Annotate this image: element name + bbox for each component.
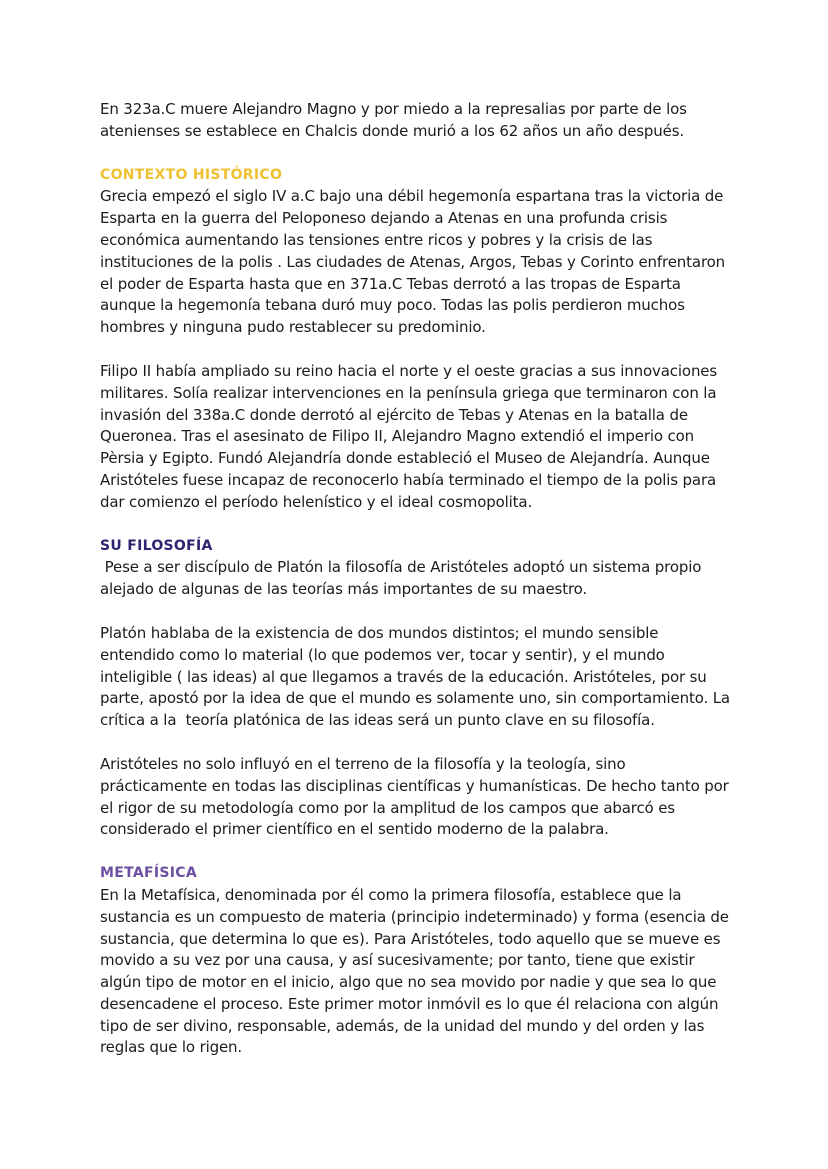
intro-paragraph: En 323a.C muere Alejandro Magno y por miedo a la represalias por parte de los atenienses se establece en Chalcis donde murió a los 62 años un año después. bbox=[100, 100, 687, 140]
contexto-paragraph-1: Grecia empezó el siglo IV a.C bajo una débil hegemonía espartana tras la victoria de Esparta en la guerra del Peloponeso dejando a Atenas en una profunda crisis económica aumentando las tensiones entre ricos y pobres y la crisis de las instituciones de la polis . Las ciudades de Atenas, Argos, Tebas y Corinto enfrentaron el poder de Esparta hasta que en 371a.C Tebas derrotó a las tropas de Esparta aunque la hegemonía tebana duró muy poco. Todas las polis perdieron muchos hombres y ninguna pudo restablecer su predominio. bbox=[100, 187, 726, 337]
document-page bbox=[100, 99, 735, 1059]
spacer bbox=[100, 514, 732, 536]
spacer bbox=[100, 143, 732, 165]
heading-contexto-historico: CONTEXTO HISTÓRICO bbox=[100, 166, 283, 183]
heading-metafisica: METAFÍSICA bbox=[100, 865, 197, 882]
spacer bbox=[100, 841, 732, 863]
spacer bbox=[100, 601, 732, 623]
filosofia-paragraph-2: Platón hablaba de la existencia de dos mundos distintos; el mundo sensible entendido como lo material (lo que podemos ver, tocar y sentir), y el mundo inteligible ( las ideas) al que llegamos a través de la educación. Aristóteles, por su parte, apostó por la idea de que el mundo es solamente uno, sin comportamiento. La crítica a la teoría platónica de las ideas será un punto clave en su filosofía. bbox=[100, 623, 735, 730]
heading-su-filosofia: SU FILOSOFÍA bbox=[100, 537, 213, 554]
contexto-paragraph-2: Filipo II había ampliado su reino hacia el norte y el oeste gracias a sus innovaciones militares. Solía realizar intervenciones en la península griega que terminaron con la invasión del 338a.C donde derrotó al ejército de Tebas y Atenas en la batalla de Queronea. Tras el asesinato de Filipo II, Alejandro Magno extendió el imperio con Pèrsia y Egipto. Fundó Alejandría donde estableció el Museo de Alejandría. Aunque Aristóteles fuese incapaz de reconocerlo había terminado el tiempo de la polis para dar comienzo el período helenístico y el ideal cosmopolita. bbox=[100, 361, 718, 511]
spacer bbox=[100, 732, 732, 754]
metafisica-paragraph-1: En la Metafísica, denominada por él como la primera filosofía, establece que la sustancia es un compuesto de materia (principio indeterminado) y forma (esencia de sustancia, que determina lo que es). Para Aristóteles, todo aquello que se mueve es movido a su vez por una causa, y así sucesivamente; por tanto, tiene que existir algún tipo de motor en el inicio, algo que no sea movido por nadie y que sea lo que desencadene el proceso. Este primer motor inmóvil es lo que él relaciona con algún tipo de ser divino, responsable, además, de la unidad del mundo y del orden y las reglas que lo rigen. bbox=[100, 885, 729, 1057]
filosofia-paragraph-1: Pese a ser discípulo de Platón la filosofía de Aristóteles adoptó un sistema propio alejado de algunas de las teorías más importantes de su maestro. bbox=[100, 558, 706, 599]
filosofia-paragraph-3: Aristóteles no solo influyó en el terreno de la filosofía y la teología, sino prácticamente en todas las disciplinas científicas y humanísticas. De hecho tanto por el rigor de su metodología como por la amplitud de los campos que abarcó es considerado el primer científico en el sentido moderno de la palabra. bbox=[100, 754, 729, 839]
spacer bbox=[100, 339, 732, 361]
